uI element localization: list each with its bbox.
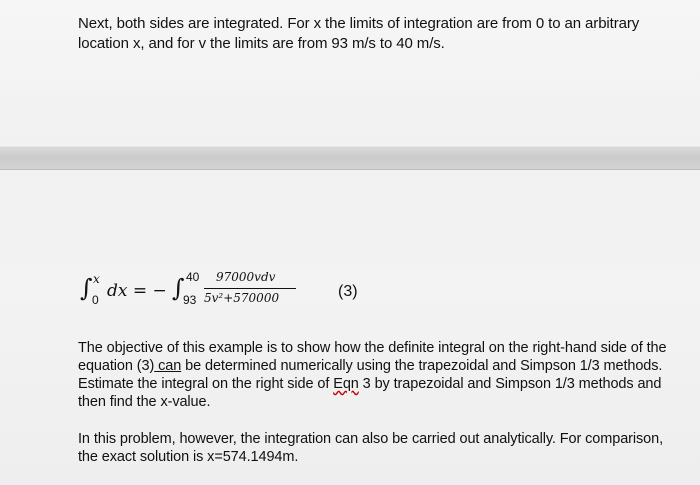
rhs-integral-sign: ∫ — [172, 274, 185, 302]
paragraph-objective — [78, 339, 686, 411]
paragraph-analytic: In this problem, however, the integration can also be carried out analytically. For comparison, the exact solution is x=574.1494m. — [78, 431, 664, 465]
lhs-upper-limit: x — [93, 272, 100, 286]
lhs-integrand: dx = − — [107, 281, 167, 301]
fraction-bar — [204, 288, 296, 289]
lhs-lower-limit: 0 — [92, 293, 99, 307]
paragraph-objective-part1: The objective of this example is to show how the definite integral on the right-hand side of the equation (3) — [78, 340, 667, 374]
rhs-upper-limit: 40 — [186, 270, 200, 284]
fraction-denominator: 5v²+570000 — [204, 291, 280, 305]
section-divider — [0, 146, 700, 170]
integral-equation — [80, 266, 380, 316]
equation-number: (3) — [338, 283, 358, 300]
rhs-lower-limit: 93 — [183, 293, 197, 307]
fraction-numerator: 97000vdv — [216, 270, 276, 284]
intro-text: Next, both sides are integrated. For x the limits of integration are from 0 to an arbitrary location x, and for v the limits are from 93 m/s to 40 m/s. — [78, 15, 640, 52]
paragraph-objective-part3: 3 by trapezoidal and Simpson 1/3 methods and then find the x-value. — [78, 376, 662, 410]
eqn-word: Eqn — [333, 376, 359, 392]
lhs-integral-sign: ∫ — [80, 274, 93, 302]
paragraph-objective-part2: be determined numerically using the trapezoidal and Simpson 1/3 methods. Estimate the integral on the right side of — [78, 358, 663, 392]
underlined-can: can — [154, 358, 182, 374]
